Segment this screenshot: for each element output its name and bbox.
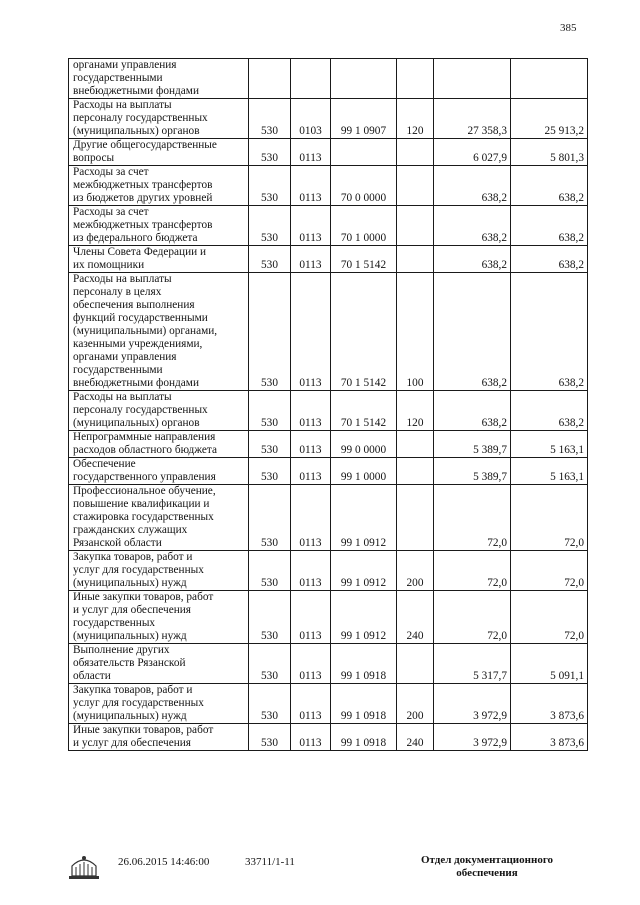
cell-ministry-code: 530 [249,591,291,644]
description-line: Непрограммные направления [73,431,216,443]
table-row [69,139,588,166]
cell-amount-second: 638,2 [511,246,588,273]
duma-emblem-icon [64,852,104,882]
row-description [69,166,249,206]
cell-expense-type [397,246,434,273]
row-description [69,684,249,724]
footer-department-line: Отдел документационного [420,854,554,866]
description-line: государственными [73,72,163,84]
cell-target-article: 99 1 0000 [331,458,397,485]
cell-ministry-code: 530 [249,246,291,273]
cell-target-article: 99 0 0000 [331,431,397,458]
description-line: Расходы за счет [73,206,149,218]
description-line: обеспечения выполнения [73,299,195,311]
description-line: обязательств Рязанской [73,657,186,669]
cell-expense-type: 240 [397,724,434,751]
table-row [69,391,588,431]
description-line: (муниципальных) нужд [73,577,187,589]
cell-target-article: 70 0 0000 [331,166,397,206]
cell-target-article: 70 1 5142 [331,246,397,273]
cell-amount-first: 72,0 [434,551,511,591]
cell-amount-second: 5 801,3 [511,139,588,166]
cell-amount-first: 27 358,3 [434,99,511,139]
cell-ministry-code: 530 [249,166,291,206]
cell-amount-first: 638,2 [434,246,511,273]
cell-section-code: 0113 [291,206,331,246]
cell-ministry-code: 530 [249,644,291,684]
cell-target-article: 70 1 5142 [331,273,397,391]
cell-amount-first: 638,2 [434,206,511,246]
cell-amount-first: 72,0 [434,591,511,644]
cell-section-code: 0113 [291,591,331,644]
cell-amount-first: 638,2 [434,166,511,206]
cell-section-code: 0113 [291,551,331,591]
cell-amount-second: 638,2 [511,391,588,431]
cell-amount-second: 5 163,1 [511,431,588,458]
footer-department [412,854,562,880]
description-line: Профессиональное обучение, [73,485,216,497]
cell-expense-type: 200 [397,684,434,724]
row-description [69,458,249,485]
row-description [69,206,249,246]
cell-expense-type: 120 [397,391,434,431]
description-line: (муниципальными) органами, [73,325,218,337]
cell-amount-second: 72,0 [511,485,588,551]
budget-table [68,58,588,751]
cell-section-code: 0113 [291,246,331,273]
cell-expense-type [397,644,434,684]
description-line: внебюджетными фондами [73,377,199,389]
table-row [69,724,588,751]
description-line: государственными [73,364,163,376]
table-row [69,644,588,684]
row-description [69,431,249,458]
table-row [69,458,588,485]
budget-table-body [69,59,588,751]
description-line: из федерального бюджета [73,232,198,244]
cell-amount-second [511,59,588,99]
table-row [69,551,588,591]
cell-target-article: 99 1 0918 [331,644,397,684]
description-line: органами управления [73,351,177,363]
table-row [69,431,588,458]
description-line: межбюджетных трансфертов [73,179,213,191]
cell-section-code: 0103 [291,99,331,139]
cell-section-code: 0113 [291,684,331,724]
cell-amount-first: 3 972,9 [434,724,511,751]
cell-ministry-code: 530 [249,391,291,431]
row-description [69,59,249,99]
cell-expense-type [397,139,434,166]
cell-amount-second: 5 163,1 [511,458,588,485]
description-line: области [73,670,111,682]
cell-amount-first: 6 027,9 [434,139,511,166]
cell-expense-type: 200 [397,551,434,591]
row-description [69,551,249,591]
cell-section-code: 0113 [291,139,331,166]
cell-expense-type [397,485,434,551]
row-description [69,139,249,166]
description-line: функций государственными [73,312,208,324]
description-line: гражданских служащих [73,524,188,536]
row-description [69,591,249,644]
cell-amount-first: 638,2 [434,273,511,391]
description-line: из бюджетов других уровней [73,192,213,204]
cell-section-code: 0113 [291,724,331,751]
row-description [69,391,249,431]
cell-expense-type [397,431,434,458]
cell-target-article [331,59,397,99]
description-line: Члены Совета Федерации и [73,246,207,258]
description-line: органами управления [73,59,177,71]
table-row [69,591,588,644]
description-line: государственного управления [73,471,216,483]
description-line: Расходы на выплаты [73,273,172,285]
row-description [69,246,249,273]
table-row [69,59,588,99]
cell-ministry-code: 530 [249,551,291,591]
description-line: казенными учреждениями, [73,338,203,350]
cell-section-code: 0113 [291,485,331,551]
description-line: Закупка товаров, работ и [73,684,193,696]
description-line: межбюджетных трансфертов [73,219,213,231]
row-description [69,485,249,551]
cell-section-code [291,59,331,99]
cell-expense-type: 240 [397,591,434,644]
table-row [69,684,588,724]
description-line: персоналу в целях [73,286,162,298]
cell-target-article: 99 1 0912 [331,485,397,551]
cell-amount-second: 638,2 [511,206,588,246]
cell-section-code: 0113 [291,391,331,431]
cell-amount-second: 72,0 [511,591,588,644]
row-description [69,99,249,139]
description-line: (муниципальных) органов [73,417,200,429]
page-footer [0,852,640,902]
description-line: Расходы на выплаты [73,99,172,111]
description-line: государственных [73,617,156,629]
cell-target-article: 99 1 0912 [331,591,397,644]
page-number: 385 [560,22,577,34]
cell-amount-second: 72,0 [511,551,588,591]
description-line: их помощники [73,259,145,271]
cell-amount-first: 72,0 [434,485,511,551]
cell-section-code: 0113 [291,644,331,684]
description-line: услуг для государственных [73,564,204,576]
cell-amount-first: 5 389,7 [434,458,511,485]
cell-amount-first: 638,2 [434,391,511,431]
description-line: Иные закупки товаров, работ [73,591,214,603]
table-row [69,206,588,246]
cell-section-code: 0113 [291,431,331,458]
cell-ministry-code: 530 [249,431,291,458]
description-line: (муниципальных) нужд [73,630,187,642]
table-row [69,99,588,139]
description-line: персоналу государственных [73,112,208,124]
table-row [69,273,588,391]
cell-ministry-code: 530 [249,139,291,166]
description-line: Закупка товаров, работ и [73,551,193,563]
cell-ministry-code: 530 [249,99,291,139]
footer-department-line: обеспечения [456,867,518,879]
cell-amount-second: 638,2 [511,273,588,391]
description-line: Выполнение других [73,644,170,656]
description-line: Расходы за счет [73,166,149,178]
description-line: Обеспечение [73,458,136,470]
cell-ministry-code: 530 [249,684,291,724]
description-line: Расходы на выплаты [73,391,172,403]
cell-ministry-code: 530 [249,485,291,551]
cell-amount-first: 5 317,7 [434,644,511,684]
description-line: (муниципальных) органов [73,125,200,137]
row-description [69,644,249,684]
description-line: Другие общегосударственные [73,139,217,151]
row-description [69,724,249,751]
cell-ministry-code: 530 [249,273,291,391]
table-row [69,485,588,551]
table-row [69,166,588,206]
row-description [69,273,249,391]
cell-amount-first [434,59,511,99]
cell-target-article: 70 1 5142 [331,391,397,431]
description-line: вопросы [73,152,115,164]
description-line: (муниципальных) нужд [73,710,187,722]
cell-expense-type [397,206,434,246]
cell-target-article: 99 1 0918 [331,724,397,751]
description-line: Рязанской области [73,537,162,549]
cell-target-article: 99 1 0907 [331,99,397,139]
footer-document-code: 33711/1-11 [245,856,295,868]
cell-amount-second: 25 913,2 [511,99,588,139]
cell-amount-first: 5 389,7 [434,431,511,458]
description-line: повышение квалификации и [73,498,210,510]
cell-expense-type [397,166,434,206]
cell-expense-type [397,59,434,99]
cell-amount-second: 3 873,6 [511,684,588,724]
cell-section-code: 0113 [291,273,331,391]
table-row [69,246,588,273]
cell-target-article: 70 1 0000 [331,206,397,246]
cell-expense-type: 100 [397,273,434,391]
description-line: персоналу государственных [73,404,208,416]
cell-target-article: 99 1 0912 [331,551,397,591]
description-line: и услуг для обеспечения [73,737,191,749]
description-line: Иные закупки товаров, работ [73,724,214,736]
description-line: и услуг для обеспечения [73,604,191,616]
cell-ministry-code: 530 [249,724,291,751]
description-line: расходов областного бюджета [73,444,217,456]
cell-section-code: 0113 [291,458,331,485]
cell-amount-second: 5 091,1 [511,644,588,684]
cell-ministry-code [249,59,291,99]
footer-timestamp: 26.06.2015 14:46:00 [118,856,210,868]
description-line: услуг для государственных [73,697,204,709]
cell-section-code: 0113 [291,166,331,206]
description-line: стажировка государственных [73,511,214,523]
cell-ministry-code: 530 [249,458,291,485]
cell-ministry-code: 530 [249,206,291,246]
cell-amount-second: 638,2 [511,166,588,206]
cell-target-article [331,139,397,166]
cell-expense-type: 120 [397,99,434,139]
cell-amount-second: 3 873,6 [511,724,588,751]
cell-amount-first: 3 972,9 [434,684,511,724]
cell-expense-type [397,458,434,485]
description-line: внебюджетными фондами [73,85,199,97]
cell-target-article: 99 1 0918 [331,684,397,724]
